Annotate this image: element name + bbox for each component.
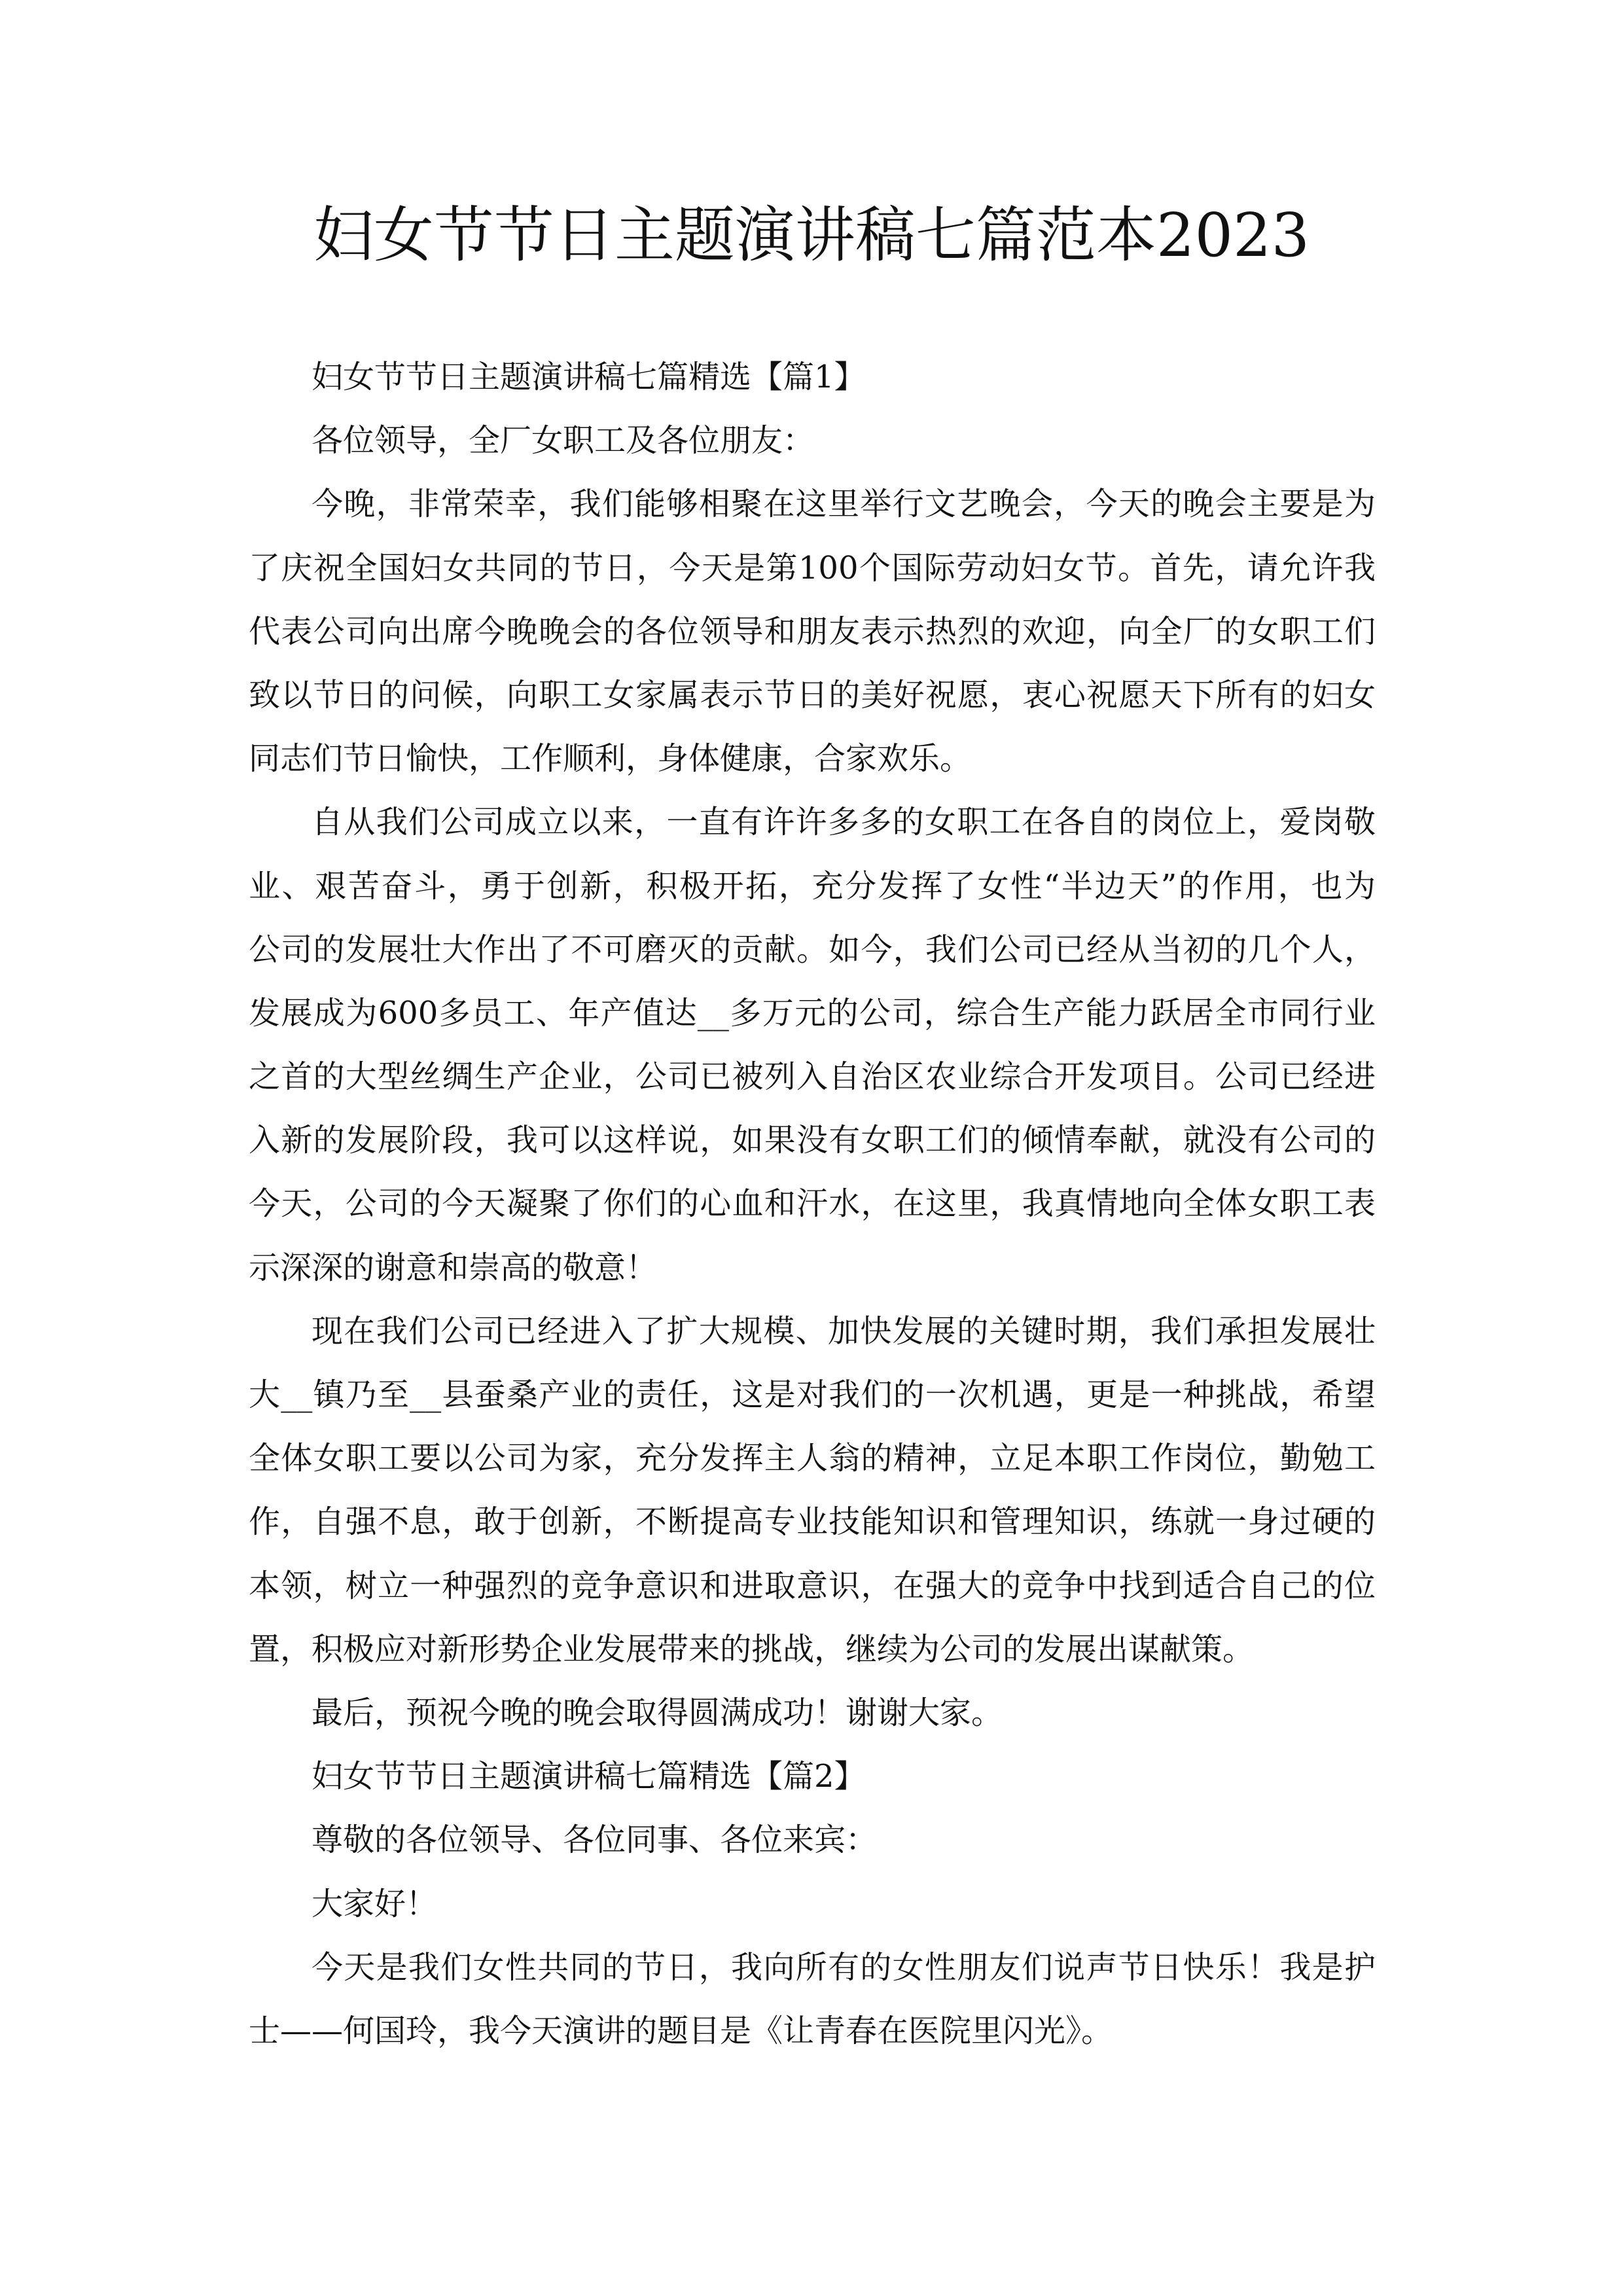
text-line: 发展成为600多员工、年产值达__多万元的公司，综合生产能力跃居全市同行业 — [249, 994, 1376, 1031]
paragraph — [249, 1681, 1376, 1745]
text-line: 大__镇乃至__县蚕桑产业的责任，这是对我们的一次机遇，更是一种挑战，希望 — [249, 1376, 1376, 1413]
text-line: 大家好！ — [312, 1885, 438, 1922]
text-line: 本领，树立一种强烈的竞争意识和进取意识，在强大的竞争中找到适合自己的位 — [249, 1567, 1376, 1604]
paragraph — [249, 409, 1376, 473]
text-line: 了庆祝全国妇女共同的节日，今天是第100个国际劳动妇女节。首先，请允许我 — [249, 549, 1376, 586]
paragraph — [249, 1873, 1376, 1936]
text-line: 入新的发展阶段，我可以这样说，如果没有女职工们的倾情奉献，就没有公司的 — [249, 1122, 1376, 1159]
document-title: 妇女节节日主题演讲稿七篇范本2023 — [313, 200, 1310, 270]
text-line: 士——何国玲，我今天演讲的题目是《让青春在医院里闪光》。 — [249, 2012, 1113, 2049]
paragraph — [249, 1808, 1376, 1872]
text-line: 现在我们公司已经进入了扩大规模、加快发展的关键时期，我们承担发展壮 — [312, 1312, 1376, 1350]
paragraph — [249, 1300, 1376, 1681]
text-line: 全体女职工要以公司为家，充分发挥主人翁的精神，立足本职工作岗位，勤勉工 — [249, 1440, 1376, 1477]
text-line: 代表公司向出席今晚晚会的各位领导和朋友表示热烈的欢迎，向全厂的女职工们 — [249, 613, 1376, 650]
text-line: 致以节日的问候，向职工女家属表示节日的美好祝愿，衷心祝愿天下所有的妇女 — [249, 676, 1376, 713]
text-line: 同志们节日愉快，工作顺利，身体健康，合家欢乐。 — [249, 740, 972, 778]
paragraph — [249, 791, 1376, 1300]
paragraph — [249, 1745, 1376, 1808]
text-line: 置，积极应对新形势企业发展带来的挑战，继续为公司的发展出谋献策。 — [249, 1630, 1255, 1668]
text-line: 之首的大型丝绸生产企业，公司已被列入自治区农业综合开发项目。公司已经进 — [249, 1058, 1376, 1096]
text-line: 最后，预祝今晚的晚会取得圆满成功！谢谢大家。 — [312, 1694, 1003, 1731]
text-line: 公司的发展壮大作出了不可磨灭的贡献。如今，我们公司已经从当初的几个人， — [249, 931, 1376, 968]
text-line: 各位领导，全厂女职工及各位朋友： — [312, 422, 815, 459]
text-line: 自从我们公司成立以来，一直有许许多多的女职工在各自的岗位上，爱岗敬 — [312, 804, 1376, 841]
text-line: 妇女节节日主题演讲稿七篇精选【篇2】 — [312, 1758, 866, 1795]
text-line: 业、艰苦奋斗，勇于创新，积极开拓，充分发挥了女性“半边天”的作用，也为 — [249, 867, 1376, 905]
text-line: 今天，公司的今天凝聚了你们的心血和汗水，在这里，我真情地向全体女职工表 — [249, 1185, 1376, 1223]
document-body — [249, 346, 1376, 2063]
text-line: 今天是我们女性共同的节日，我向所有的女性朋友们说声节日快乐！我是护 — [312, 1948, 1376, 1986]
text-line: 尊敬的各位领导、各位同事、各位来宾： — [312, 1821, 878, 1859]
text-line: 作，自强不息，敢于创新，不断提高专业技能知识和管理知识，练就一身过硬的 — [249, 1503, 1376, 1541]
paragraph — [249, 473, 1376, 791]
text-line: 妇女节节日主题演讲稿七篇精选【篇1】 — [312, 359, 866, 395]
text-line: 今晚，非常荣幸，我们能够相聚在这里举行文艺晚会，今天的晚会主要是为 — [312, 486, 1376, 523]
text-line: 示深深的谢意和崇高的敬意！ — [249, 1249, 658, 1286]
paragraph — [249, 1936, 1376, 2063]
paragraph — [249, 346, 1376, 409]
